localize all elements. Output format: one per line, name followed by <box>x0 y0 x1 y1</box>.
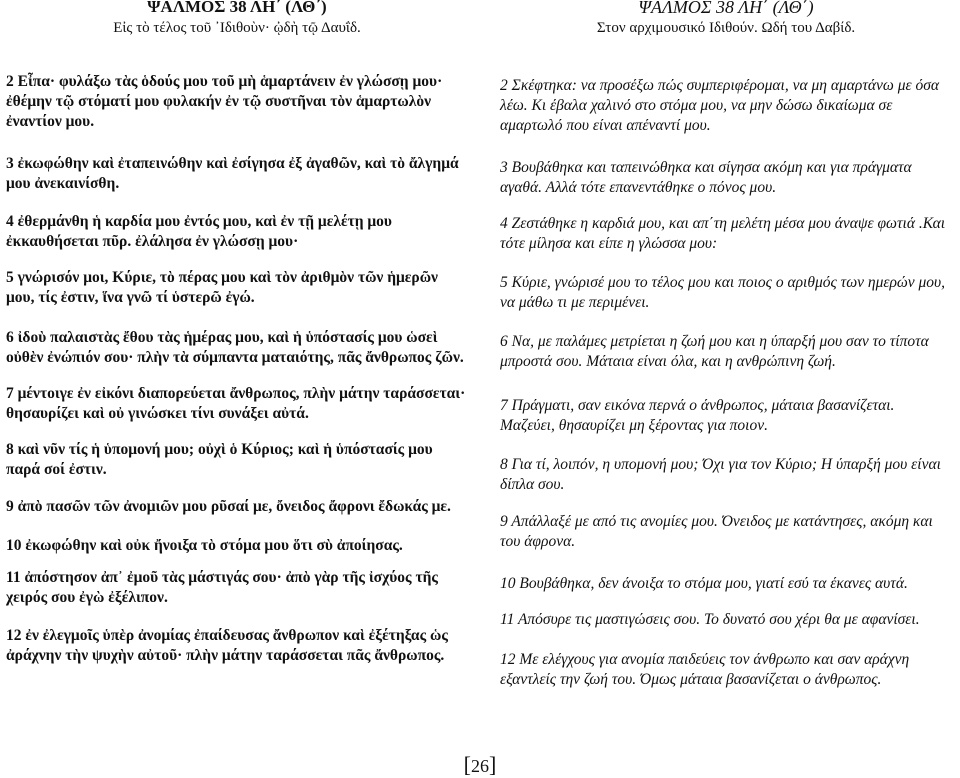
verse-4-modern: 4 Ζεστάθηκε η καρδιά μου, και απ΄τη μελέτη μέσα μου άναψε φωτιά .Και τότε μίλησα και είπε η γλώσσα μου: <box>500 215 946 252</box>
verse-7-greek: 7 μέντοιγε ἐν εἰκόνι διαπορεύεται ἄνθρωπος, πλὴν μάτην ταράσσεται· θησαυρίζει καὶ οὐ γινώσκει τίνι συνάξει αὐτά. <box>6 385 466 422</box>
verse-3-modern: 3 Βουβάθηκα και ταπεινώθηκα και σίγησα ακόμη και για πράγματα αγαθά. Αλλά τότε επανεντάθηκε ο πόνος μου. <box>500 159 912 196</box>
verse-8-modern: 8 Για τί, λοιπόν, η υπομονή μου; Όχι για τον Κύριο; Η ύπαρξή μου είναι δίπλα σου. <box>500 456 941 493</box>
verse-11-modern: 11 Απόσυρε τις μαστιγώσεις σου. Το δυνατό σου χέρι θα με αφανίσει. <box>500 611 920 628</box>
verse-6-modern: 6 Να, με παλάμες μετρίεται η ζωή μου και η ύπαρξή μου σαν το τίποτα μπροστά σου. Μάταια είναι όλα, και η ανθρώπινη ζωή. <box>500 333 929 370</box>
verse-2-modern: 2 Σκέφτηκα: να προσέξω πώς συμπεριφέρομαι, να μη αμαρτάνω με όσα λέω. Κι έβαλα χαλινό στο στόμα μου, να μην δώσω δικαίωμα σε αμαρτωλό που είναι απέναντί μου. <box>500 77 940 134</box>
psalm-title-greek: ΨΑΛΜΟΣ 38 ΛΗ΄ (ΛΘ΄) <box>147 0 327 16</box>
modern-header <box>500 0 952 70</box>
verse-10-greek: 10 ἐκωφώθην καὶ οὐκ ἤνοιξα τὸ στόμα μου ὅτι σὺ ἀποίησας. <box>6 537 403 554</box>
verse-5-modern: 5 Κύριε, γνώρισέ μου το τέλος μου και ποιος ο αριθμός των ημερών μου, να μάθω τι με περιμένει. <box>500 274 946 311</box>
page-number <box>0 752 960 778</box>
verse-7-modern: 7 Πράγματι, σαν εικόνα περνά ο άνθρωπος, μάταια βασανίζεται. Μαζεύει, θησαυρίζει μη ξέροντας για ποιον. <box>500 397 895 434</box>
page-number-close-bracket: ] <box>489 752 497 777</box>
psalm-subtitle-modern: Στον αρχιμουσικό Ιδιθούν. Ωδή του Δαβίδ. <box>596 20 856 36</box>
verse-10-modern: 10 Βουβάθηκα, δεν άνοιξα το στόμα μου, γιατί εσύ τα έκανες αυτά. <box>500 575 908 592</box>
verse-12-modern: 12 Με ελέγχους για ανομία παιδεύεις τον άνθρωπο και σαν αράχνη εξαντλείς την ζωή του. Όμως μάταια βασανίζεται ο άνθρωπος. <box>500 651 910 688</box>
verse-9-modern: 9 Απάλλαξέ με από τις ανομίες μου. Όνειδος με κατάντησες, ακόμη και του άφρονα. <box>500 513 933 550</box>
verse-9-greek: 9 ἀπὸ πασῶν τῶν ἀνομιῶν μου ρῦσαί με, ὄνειδος ἄφρονι ἔδωκάς με. <box>6 498 451 515</box>
greek-header <box>6 0 468 70</box>
psalm-subtitle-greek: Εἰς τὸ τέλος τοῦ ᾿Ιδιθοὺν· ᾠδὴ τῷ Δαυΐδ. <box>113 20 361 36</box>
psalm-title-modern: ΨΑΛΜΟΣ 38 ΛΗ΄ (ΛΘ΄) <box>638 0 814 17</box>
verse-11-greek: 11 ἀπόστησον ἀπ᾿ ἐμοῦ τὰς μάστιγάς σου· ἀπὸ γὰρ τῆς ἰσχύος τῆς χειρός σου ἐγὼ ἐξέλιπον. <box>6 569 438 606</box>
verse-5-greek: 5 γνώρισόν μοι, Κύριε, τὸ πέρας μου καὶ τὸν ἀριθμὸν τῶν ἡμερῶν μου, τίς ἐστιν, ἵνα γνῶ τί ὑστερῶ ἐγώ. <box>6 269 438 306</box>
verse-8-greek: 8 καὶ νῦν τίς ἡ ὑπομονή μου; οὐχὶ ὁ Κύριος; καὶ ἡ ὑπόστασίς μου παρά σοί ἐστιν. <box>6 441 433 478</box>
verse-4-greek: 4 ἐθερμάνθη ἡ καρδία μου ἐντός μου, καὶ ἐν τῇ μελέτῃ μου ἐκκαυθήσεται πῦρ. ἐλάλησα ἐν γλώσσῃ μου· <box>6 213 392 250</box>
page-number-open-bracket: [ <box>463 752 471 777</box>
page-number-value: 26 <box>471 756 489 776</box>
verse-2-greek: 2 Εἶπα· φυλάξω τὰς ὁδούς μου τοῦ μὴ ἁμαρτάνειν ἐν γλώσσῃ μου· ἐθέμην τῷ στόματί μου φυλακήν ἐν τῷ συστῆναι τὸν ἁμαρτωλὸν ἐναντίον μου. <box>6 73 443 130</box>
verse-6-greek: 6 ἰδοὺ παλαιστὰς ἔθου τὰς ἡμέρας μου, καὶ ἡ ὑπόστασίς μου ὡσεὶ οὐθὲν ἐνώπιόν σου· πλὴν τὰ σύμπαντα ματαιότης, πᾶς ἄνθρωπος ζῶν. <box>6 329 464 366</box>
greek-original-column <box>6 0 468 664</box>
verse-3-greek: 3 ἐκωφώθην καὶ ἐταπεινώθην καὶ ἐσίγησα ἐξ ἀγαθῶν, καὶ τὸ ἄλγημά μου ἀνεκαινίσθη. <box>6 155 459 192</box>
modern-greek-column <box>500 0 952 688</box>
verse-12-greek: 12 ἐν ἐλεγμοῖς ὑπὲρ ἀνομίας ἐπαίδευσας ἄνθρωπον καὶ ἐξέτηξας ὡς ἀράχνην τὴν ψυχὴν αὐτοῦ· πλὴν μάτην ταράσσεται πᾶς ἄνθρωπος. <box>6 627 448 664</box>
